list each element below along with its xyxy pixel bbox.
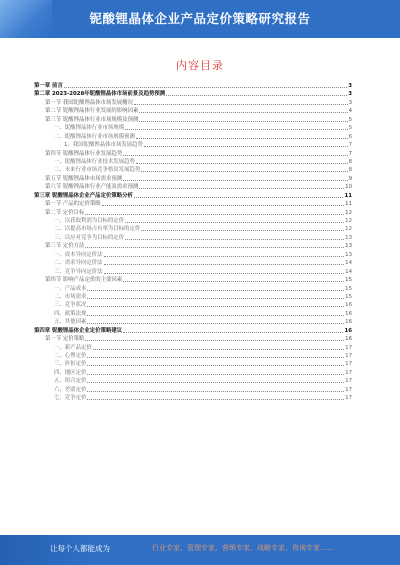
toc-page-number: 17 [345, 353, 352, 359]
toc-leader-dots [141, 166, 347, 172]
toc-leader-dots [85, 242, 344, 248]
toc-page-number: 11 [345, 201, 352, 208]
toc-leader-dots [136, 158, 348, 164]
toc-page-number: 14 [345, 260, 352, 267]
toc-page-number: 16 [345, 319, 352, 326]
toc-page-number: 9 [348, 175, 352, 182]
footer-slogan: 让每个人都能成为 [50, 544, 110, 553]
toc-leader-dots [166, 90, 347, 96]
toc-page-number: 10 [345, 184, 352, 191]
toc-leader-dots [134, 192, 344, 198]
toc-entry-text: 第五节 铌酸锂晶体市场需求预测 [45, 175, 123, 182]
toc-leader-dots [125, 234, 344, 240]
toc-entry[interactable] [34, 344, 352, 352]
toc-leader-dots [87, 369, 344, 375]
toc-entry[interactable] [34, 234, 352, 242]
toc-leader-dots [144, 141, 348, 147]
toc-leader-dots [87, 377, 344, 383]
toc-entry-text: 二、市场需求 [54, 293, 87, 300]
toc-leader-dots [87, 386, 344, 392]
toc-leader-dots [87, 310, 344, 316]
footer-expert-list: 行业专家、管理专家、营销专家、战略专家、咨询专家…… [152, 544, 334, 552]
toc-page-number: 15 [345, 293, 352, 300]
toc-page-number: 5 [348, 116, 352, 123]
toc-entry-text: 第六节 铌酸锂晶体行业产能及需求预测 [45, 184, 139, 191]
toc-leader-dots [87, 318, 344, 324]
toc-entry-text: 1、我国铌酸锂晶体市场发展趋势 [64, 142, 143, 149]
toc-entry[interactable] [34, 352, 352, 360]
toc-entry[interactable] [34, 209, 352, 217]
toc-entry-text: 一、成本导向定价法 [54, 251, 103, 258]
toc-entry[interactable] [34, 310, 352, 318]
toc-entry[interactable] [34, 192, 352, 200]
toc-leader-dots [139, 116, 347, 122]
toc-leader-dots [102, 200, 345, 206]
toc-leader-dots [136, 133, 348, 139]
toc-entry-text: 四、政策法规 [54, 310, 87, 317]
page-footer [0, 535, 400, 565]
toc-entry-text: 五、其他因素 [54, 319, 87, 326]
toc-page-number: 3 [348, 99, 352, 106]
toc-page-number: 16 [345, 310, 352, 317]
toc-entry-text: 三、竞争状况 [54, 302, 87, 309]
toc-page-number: 17 [345, 378, 352, 385]
toc-entry-text: 一、铌酸锂晶体行业技术发展趋势 [54, 158, 135, 165]
toc-leader-dots [125, 217, 344, 223]
toc-leader-dots [87, 394, 344, 400]
toc-page-number: 17 [345, 344, 352, 351]
toc-page-number: 13 [345, 251, 352, 258]
toc-leader-dots [139, 107, 347, 113]
toc-entry[interactable] [34, 360, 352, 368]
toc-entry[interactable] [34, 285, 352, 293]
toc-page-number: 8 [348, 158, 352, 165]
toc-leader-dots [87, 360, 344, 366]
report-title: 铌酸锂晶体企业产品定价策略研究报告 [89, 11, 311, 26]
toc-entry-text: 二、以提高市场占有率为目标的定价 [54, 226, 141, 233]
toc-entry-text: 第二节 铌酸锂晶体行业发展的影响因素 [45, 108, 139, 115]
toc-page-number: 15 [345, 277, 352, 284]
toc-entry[interactable] [34, 107, 352, 115]
toc-leader-dots [104, 259, 345, 265]
toc-leader-dots [104, 268, 345, 274]
toc-leader-dots [87, 352, 344, 358]
toc-leader-dots [123, 276, 344, 282]
toc-entry-text: 七、竞争定价 [54, 395, 87, 402]
toc-page-number: 5 [348, 125, 352, 132]
page-header [0, 0, 400, 38]
toc-entry[interactable] [34, 99, 352, 107]
toc-entry[interactable] [34, 217, 352, 225]
toc-page-number: 12 [345, 226, 352, 233]
toc-leader-dots [87, 301, 344, 307]
toc-page-number: 13 [345, 234, 352, 241]
toc-entry[interactable] [34, 369, 352, 377]
toc-leader-dots [123, 150, 347, 156]
toc-entry[interactable] [34, 276, 352, 284]
toc-entry-text: 一、产品成本 [54, 285, 87, 292]
toc-entry-text: 第四节 影响产品定价的主要因素 [45, 277, 123, 284]
toc-page-number: 16 [344, 327, 352, 334]
toc-entry[interactable] [34, 251, 352, 259]
toc-entry[interactable] [34, 377, 352, 385]
toc-leader-dots [139, 183, 344, 189]
toc-entry-text: 第三章 铌酸锂晶体企业产品定价策略分析 [34, 192, 133, 199]
toc-entry-text: 五、组合定价 [54, 378, 87, 385]
toc-title: 内容目录 [176, 59, 224, 72]
toc-entry-text: 二、心理定价 [54, 353, 87, 359]
toc-entry[interactable] [34, 150, 352, 158]
toc-page-number: 17 [345, 361, 352, 368]
toc-entry-text: 第一章 前言 [34, 83, 63, 89]
toc-page-number: 3 [348, 83, 352, 89]
toc-page-number: 11 [344, 192, 352, 199]
toc-entry[interactable] [34, 166, 352, 174]
toc-page-number: 8 [348, 167, 352, 174]
toc-entry[interactable] [34, 386, 352, 394]
toc-page-number: 16 [345, 302, 352, 309]
toc-leader-dots [93, 344, 344, 350]
toc-leader-dots [85, 209, 344, 215]
toc-entry[interactable] [34, 301, 352, 309]
toc-entry[interactable] [34, 268, 352, 276]
toc-entry[interactable] [34, 158, 352, 166]
toc-page-number: 16 [345, 336, 352, 343]
toc-entry-text: 第二节 定价目标 [45, 209, 85, 216]
toc-entry-text: 三、以应对竞争为目标的定价 [54, 234, 125, 241]
toc-entry-text: 四、地区定价 [54, 369, 87, 376]
toc-leader-dots [123, 175, 347, 181]
toc-entry-text: 第四章 铌酸锂晶体企业定价策略建议 [34, 327, 123, 334]
toc-entry[interactable] [34, 82, 352, 90]
toc-page-number: 17 [345, 386, 352, 393]
toc-leader-dots [64, 82, 347, 88]
toc-entry-text: 三、折扣定价 [54, 361, 87, 368]
table-of-contents [34, 82, 352, 403]
toc-entry[interactable] [34, 133, 352, 141]
toc-entry-text: 一、铌酸锂晶体行业市场规模 [54, 125, 125, 132]
toc-entry-text: 二、需求导向定价法 [54, 260, 103, 267]
toc-entry-text: 三、竞争导向定价法 [54, 268, 103, 275]
toc-leader-dots [134, 99, 348, 105]
toc-page-number: 13 [345, 243, 352, 250]
toc-leader-dots [125, 124, 347, 130]
toc-entry[interactable] [34, 293, 352, 301]
toc-entry[interactable] [34, 242, 352, 250]
toc-entry-text: 一、新产品定价 [54, 344, 92, 351]
toc-page-number: 6 [348, 133, 352, 140]
toc-entry[interactable] [34, 90, 352, 98]
toc-entry[interactable] [34, 318, 352, 326]
toc-leader-dots [87, 285, 344, 291]
toc-entry-text: 第一节 产品的定价策略 [45, 201, 101, 208]
toc-entry-text: 第一节 定价策略 [45, 336, 85, 343]
toc-page-number: 12 [345, 209, 352, 216]
toc-page-number: 7 [348, 150, 352, 157]
toc-page-number: 7 [348, 142, 352, 149]
toc-entry-text: 第二章 2023-2028年铌酸锂晶体市场前景及趋势预测 [34, 91, 166, 98]
toc-page-number: 12 [345, 218, 352, 224]
toc-entry-text: 第三节 铌酸锂晶体行业市场规模及预测 [45, 116, 139, 123]
toc-entry[interactable] [34, 124, 352, 132]
toc-entry-text: 第四节 铌酸锂晶体行业发展趋势 [45, 150, 123, 157]
toc-page-number: 14 [345, 268, 352, 275]
toc-entry[interactable] [34, 335, 352, 343]
toc-entry-text: 二、铌酸锂晶体行业市场规模预测 [54, 133, 135, 140]
toc-page-number: 17 [345, 395, 352, 402]
toc-entry[interactable] [34, 175, 352, 183]
toc-page-number: 3 [348, 91, 352, 98]
toc-entry[interactable] [34, 259, 352, 267]
toc-entry-text: 二、未来行业市场竞争格局发展趋势 [54, 167, 141, 174]
toc-leader-dots [87, 293, 344, 299]
toc-leader-dots [104, 251, 345, 257]
toc-entry[interactable] [34, 327, 352, 335]
toc-leader-dots [123, 327, 343, 333]
toc-entry[interactable] [34, 116, 352, 124]
toc-entry-text: 一、以获取利润为目标的定价 [54, 218, 125, 224]
toc-entry[interactable] [34, 200, 352, 208]
toc-page-number: 4 [348, 108, 352, 115]
toc-page-number: 17 [345, 369, 352, 376]
toc-entry-text: 第三节 定价方法 [45, 243, 85, 250]
toc-leader-dots [141, 225, 344, 231]
toc-leader-dots [85, 335, 344, 341]
toc-entry-text: 六、差别定价 [54, 386, 87, 393]
toc-page-number: 15 [345, 285, 352, 292]
toc-entry-text: 第一节 我国铌酸锂晶体市场发展概况 [45, 99, 133, 106]
toc-entry[interactable] [34, 183, 352, 191]
toc-entry[interactable] [34, 225, 352, 233]
toc-entry[interactable] [34, 141, 352, 149]
toc-entry[interactable] [34, 394, 352, 402]
